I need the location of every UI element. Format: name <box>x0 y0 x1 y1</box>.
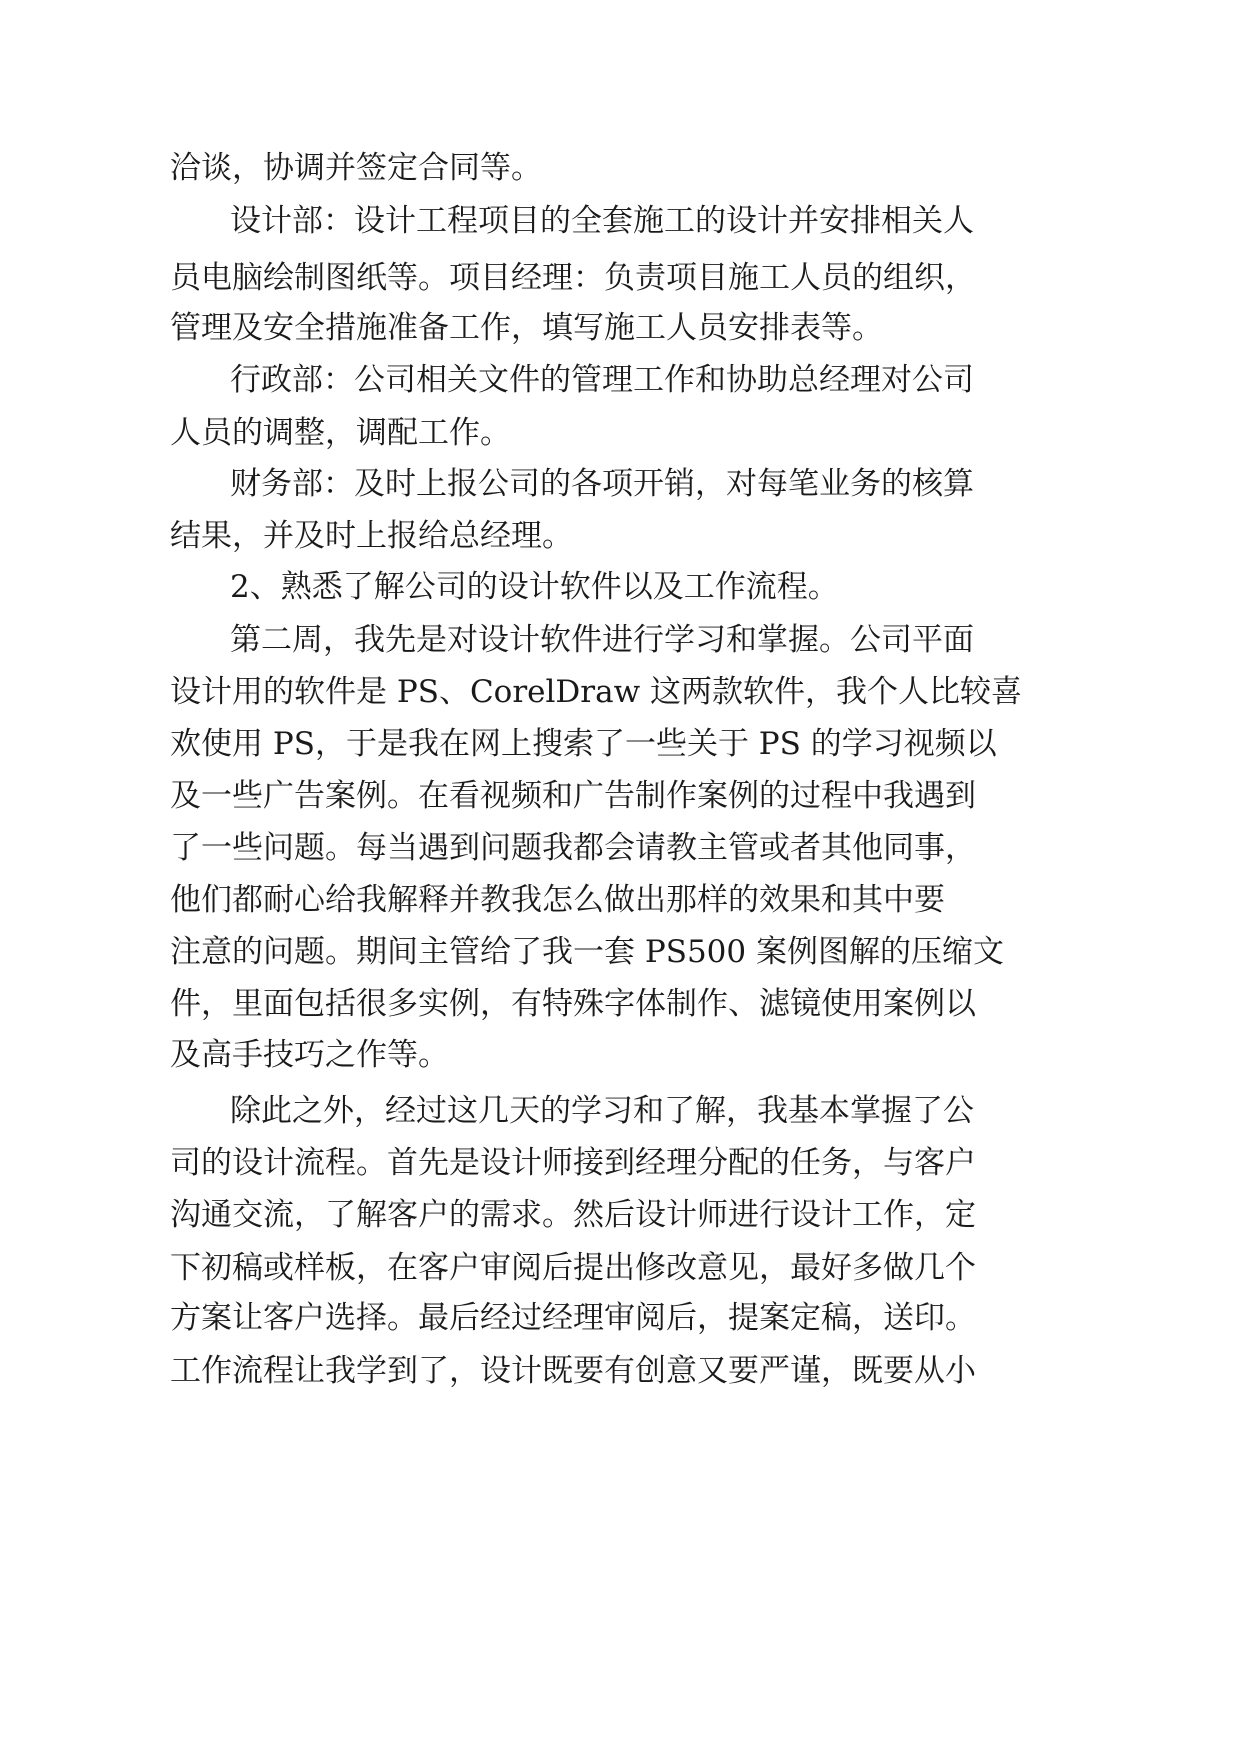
text-line: 及高手技巧之作等。 <box>170 1037 449 1073</box>
text-line: 欢使用 PS，于是我在网上搜索了一些关于 PS 的学习视频以 <box>170 726 997 762</box>
text-line: 司的设计流程。首先是设计师接到经理分配的任务，与客户 <box>170 1145 976 1181</box>
text-line: 设计部：设计工程项目的全套施工的设计并安排相关人 <box>230 203 974 239</box>
text-line: 员电脑绘制图纸等。项目经理：负责项目施工人员的组织， <box>170 260 976 296</box>
text-line: 2、熟悉了解公司的设计软件以及工作流程。 <box>230 569 839 605</box>
text-line: 工作流程让我学到了，设计既要有创意又要严谨，既要从小 <box>170 1353 976 1389</box>
text-line: 方案让客户选择。最后经过经理审阅后，提案定稿，送印。 <box>170 1300 976 1336</box>
text-line: 注意的问题。期间主管给了我一套 PS500 案例图解的压缩文 <box>170 934 1004 970</box>
text-line: 了一些问题。每当遇到问题我都会请教主管或者其他同事， <box>170 830 976 866</box>
text-line: 他们都耐心给我解释并教我怎么做出那样的效果和其中要 <box>170 882 945 918</box>
text-line: 第二周，我先是对设计软件进行学习和掌握。公司平面 <box>230 622 974 658</box>
text-line: 沟通交流，了解客户的需求。然后设计师进行设计工作，定 <box>170 1197 976 1233</box>
text-line: 结果，并及时上报给总经理。 <box>170 518 573 554</box>
text-line: 行政部：公司相关文件的管理工作和协助总经理对公司 <box>230 362 974 398</box>
text-line: 人员的调整，调配工作。 <box>170 415 511 451</box>
text-line: 设计用的软件是 PS、CorelDraw 这两款软件，我个人比较喜 <box>170 674 1022 710</box>
text-line: 下初稿或样板，在客户审阅后提出修改意见，最好多做几个 <box>170 1250 976 1286</box>
text-line: 洽谈，协调并签定合同等。 <box>170 150 542 186</box>
text-line: 及一些广告案例。在看视频和广告制作案例的过程中我遇到 <box>170 778 976 814</box>
text-line: 件，里面包括很多实例，有特殊字体制作、滤镜使用案例以 <box>170 986 976 1022</box>
text-line: 除此之外，经过这几天的学习和了解，我基本掌握了公 <box>230 1093 974 1129</box>
text-line: 财务部：及时上报公司的各项开销，对每笔业务的核算 <box>230 466 974 502</box>
text-line: 管理及安全措施准备工作，填写施工人员安排表等。 <box>170 310 883 346</box>
